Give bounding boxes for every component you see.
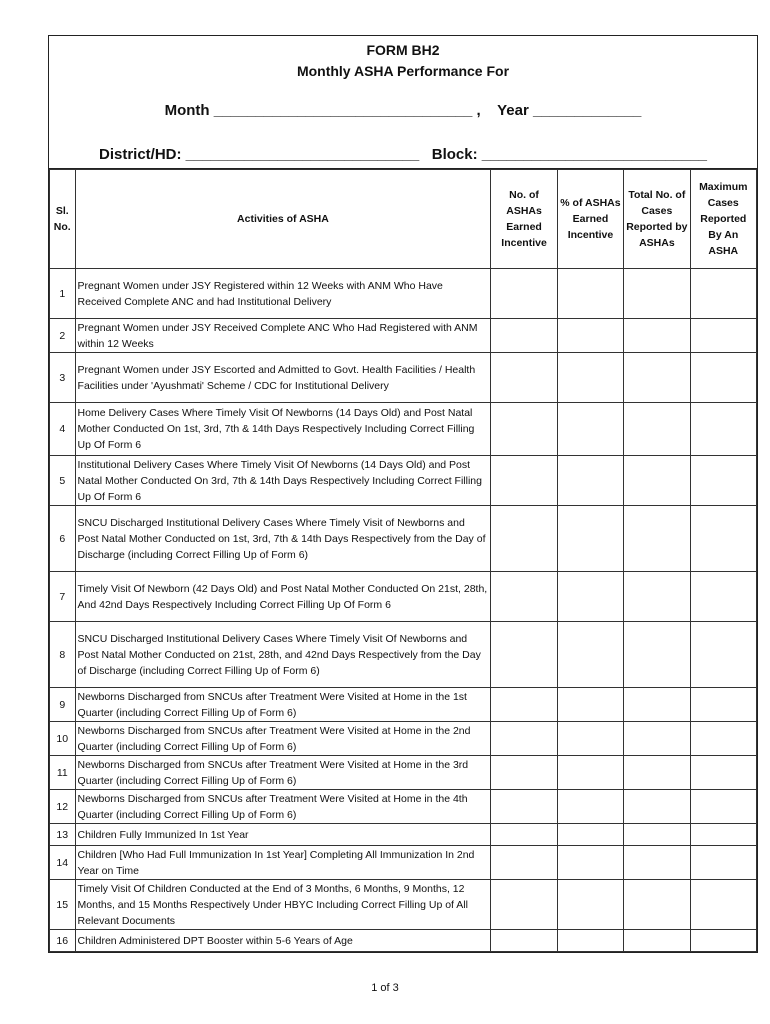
pct-ashas-cell[interactable] [557, 846, 623, 880]
total-cases-cell[interactable] [624, 722, 690, 756]
row-activity: Timely Visit Of Children Conducted at the End of 3 Months, 6 Months, 9 Months, 12 Months, and 15 Months Respectively Under HBYC Including Correct Filling Up of All Relevant Documents [75, 880, 491, 930]
max-cases-cell[interactable] [690, 269, 756, 319]
table-row [50, 846, 757, 880]
pct-ashas-cell[interactable] [557, 403, 623, 456]
col-max-cases: Maximum Cases Reported By An ASHA [690, 170, 756, 269]
row-sl-no: 5 [50, 456, 76, 506]
row-sl-no: 7 [50, 572, 76, 622]
max-cases-cell[interactable] [690, 572, 756, 622]
max-cases-cell[interactable] [690, 930, 756, 952]
row-sl-no: 8 [50, 622, 76, 688]
table-row [50, 688, 757, 722]
row-activity: Timely Visit Of Newborn (42 Days Old) and Post Natal Mother Conducted On 21st, 28th, And 42nd Days Respectively Including Correct Filling Up Of Form 6 [75, 572, 491, 622]
district-block-field[interactable]: District/HD: ____________________________ Block: ___________________________ [98, 146, 707, 163]
table-row [50, 353, 757, 403]
no-ashas-cell[interactable] [491, 688, 557, 722]
row-sl-no: 6 [50, 506, 76, 572]
row-sl-no: 12 [50, 790, 76, 824]
pct-ashas-cell[interactable] [557, 572, 623, 622]
no-ashas-cell[interactable] [491, 880, 557, 930]
no-ashas-cell[interactable] [491, 622, 557, 688]
table-row [50, 756, 757, 790]
total-cases-cell[interactable] [624, 756, 690, 790]
table-row [50, 403, 757, 456]
pct-ashas-cell[interactable] [557, 353, 623, 403]
row-sl-no: 1 [50, 269, 76, 319]
no-ashas-cell[interactable] [491, 269, 557, 319]
pct-ashas-cell[interactable] [557, 319, 623, 353]
table-row [50, 456, 757, 506]
table-row [50, 269, 757, 319]
row-sl-no: 9 [50, 688, 76, 722]
pct-ashas-cell[interactable] [557, 880, 623, 930]
col-activity: Activities of ASHA [75, 170, 491, 269]
pct-ashas-cell[interactable] [557, 506, 623, 572]
pct-ashas-cell[interactable] [557, 456, 623, 506]
table-row [50, 824, 757, 846]
row-activity: Children Fully Immunized In 1st Year [75, 824, 491, 846]
table-row [50, 880, 757, 930]
total-cases-cell[interactable] [624, 269, 690, 319]
no-ashas-cell[interactable] [491, 319, 557, 353]
row-activity: SNCU Discharged Institutional Delivery Cases Where Timely Visit of Newborns and Post Natal Mother Conducted on 1st, 3rd, 7th & 14th Days Respectively from the Day of Discharge (including Correct Filling Up of Form 6) [75, 506, 491, 572]
max-cases-cell[interactable] [690, 790, 756, 824]
max-cases-cell[interactable] [690, 722, 756, 756]
row-activity: Pregnant Women under JSY Received Complete ANC Who Had Registered with ANM within 12 Weeks [75, 319, 491, 353]
no-ashas-cell[interactable] [491, 456, 557, 506]
total-cases-cell[interactable] [624, 688, 690, 722]
form-bh2 [48, 35, 758, 953]
table-row [50, 506, 757, 572]
total-cases-cell[interactable] [624, 403, 690, 456]
no-ashas-cell[interactable] [491, 756, 557, 790]
total-cases-cell[interactable] [624, 456, 690, 506]
no-ashas-cell[interactable] [491, 572, 557, 622]
row-activity: Newborns Discharged from SNCUs after Treatment Were Visited at Home in the 1st Quarter (including Correct Filling Up of Form 6) [75, 688, 491, 722]
max-cases-cell[interactable] [690, 846, 756, 880]
max-cases-cell[interactable] [690, 456, 756, 506]
max-cases-cell[interactable] [690, 506, 756, 572]
col-total-cases: Total No. of Cases Reported by ASHAs [624, 170, 690, 269]
form-title: Monthly ASHA Performance For [296, 63, 510, 79]
pct-ashas-cell[interactable] [557, 722, 623, 756]
max-cases-cell[interactable] [690, 319, 756, 353]
total-cases-cell[interactable] [624, 824, 690, 846]
row-activity: Pregnant Women under JSY Escorted and Admitted to Govt. Health Facilities / Health Facilities under 'Ayushmati' Scheme / CDC for Institutional Delivery [75, 353, 491, 403]
no-ashas-cell[interactable] [491, 506, 557, 572]
col-no-ashas: No. of ASHAs Earned Incentive [491, 170, 557, 269]
total-cases-cell[interactable] [624, 572, 690, 622]
page-number: 1 of 3 [371, 982, 399, 994]
row-activity: Institutional Delivery Cases Where Timely Visit Of Newborns (14 Days Old) and Post Natal Mother Conducted On 3rd, 7th & 14th Days Respectively Including Correct Filling Up Of Form 6 [75, 456, 491, 506]
total-cases-cell[interactable] [624, 506, 690, 572]
row-sl-no: 11 [50, 756, 76, 790]
no-ashas-cell[interactable] [491, 790, 557, 824]
max-cases-cell[interactable] [690, 824, 756, 846]
table-row [50, 319, 757, 353]
row-sl-no: 2 [50, 319, 76, 353]
pct-ashas-cell[interactable] [557, 824, 623, 846]
row-sl-no: 14 [50, 846, 76, 880]
max-cases-cell[interactable] [690, 688, 756, 722]
no-ashas-cell[interactable] [491, 846, 557, 880]
col-pct-ashas: % of ASHAs Earned Incentive [557, 170, 623, 269]
no-ashas-cell[interactable] [491, 824, 557, 846]
table-row [50, 930, 757, 952]
pct-ashas-cell[interactable] [557, 930, 623, 952]
row-sl-no: 13 [50, 824, 76, 846]
total-cases-cell[interactable] [624, 880, 690, 930]
row-activity: Newborns Discharged from SNCUs after Treatment Were Visited at Home in the 2nd Quarter (including Correct Filling Up of Form 6) [75, 722, 491, 756]
no-ashas-cell[interactable] [491, 353, 557, 403]
row-sl-no: 16 [50, 930, 76, 952]
total-cases-cell[interactable] [624, 319, 690, 353]
row-sl-no: 10 [50, 722, 76, 756]
total-cases-cell[interactable] [624, 846, 690, 880]
table-header-row [50, 170, 757, 269]
row-sl-no: 15 [50, 880, 76, 930]
row-activity: Newborns Discharged from SNCUs after Treatment Were Visited at Home in the 4th Quarter (including Correct Filling Up of Form 6) [75, 790, 491, 824]
max-cases-cell[interactable] [690, 353, 756, 403]
row-sl-no: 4 [50, 403, 76, 456]
total-cases-cell[interactable] [624, 930, 690, 952]
no-ashas-cell[interactable] [491, 722, 557, 756]
pct-ashas-cell[interactable] [557, 790, 623, 824]
row-activity: SNCU Discharged Institutional Delivery Cases Where Timely Visit Of Newborns and Post Natal Mother Conducted on 21st, 28th, and 42nd Days Respectively from the Day of Discharge (including Correct Filling Up of Form 6) [75, 622, 491, 688]
total-cases-cell[interactable] [624, 353, 690, 403]
col-sl-no: Sl. No. [50, 170, 76, 269]
row-activity: Pregnant Women under JSY Registered within 12 Weeks with ANM Who Have Received Complete ANC and had Institutional Delivery [75, 269, 491, 319]
pct-ashas-cell[interactable] [557, 622, 623, 688]
total-cases-cell[interactable] [624, 622, 690, 688]
row-activity: Children [Who Had Full Immunization In 1st Year] Completing All Immunization In 2nd Year on Time [75, 846, 491, 880]
month-year-field[interactable]: Month _______________________________ , Year _____________ [164, 102, 642, 119]
row-sl-no: 3 [50, 353, 76, 403]
max-cases-cell[interactable] [690, 403, 756, 456]
table-row [50, 722, 757, 756]
pct-ashas-cell[interactable] [557, 269, 623, 319]
row-activity: Children Administered DPT Booster within 5-6 Years of Age [75, 930, 491, 952]
no-ashas-cell[interactable] [491, 403, 557, 456]
table-row [50, 622, 757, 688]
table-row [50, 790, 757, 824]
pct-ashas-cell[interactable] [557, 688, 623, 722]
max-cases-cell[interactable] [690, 880, 756, 930]
pct-ashas-cell[interactable] [557, 756, 623, 790]
total-cases-cell[interactable] [624, 790, 690, 824]
max-cases-cell[interactable] [690, 756, 756, 790]
activities-table [49, 169, 757, 952]
no-ashas-cell[interactable] [491, 930, 557, 952]
form-header [49, 36, 757, 169]
row-activity: Home Delivery Cases Where Timely Visit Of Newborns (14 Days Old) and Post Natal Mother Conducted On 1st, 3rd, 7th & 14th Days Respectively Including Correct Filling Up Of Form 6 [75, 403, 491, 456]
form-code: FORM BH2 [366, 42, 440, 58]
row-activity: Newborns Discharged from SNCUs after Treatment Were Visited at Home in the 3rd Quarter (including Correct Filling Up of Form 6) [75, 756, 491, 790]
max-cases-cell[interactable] [690, 622, 756, 688]
table-row [50, 572, 757, 622]
